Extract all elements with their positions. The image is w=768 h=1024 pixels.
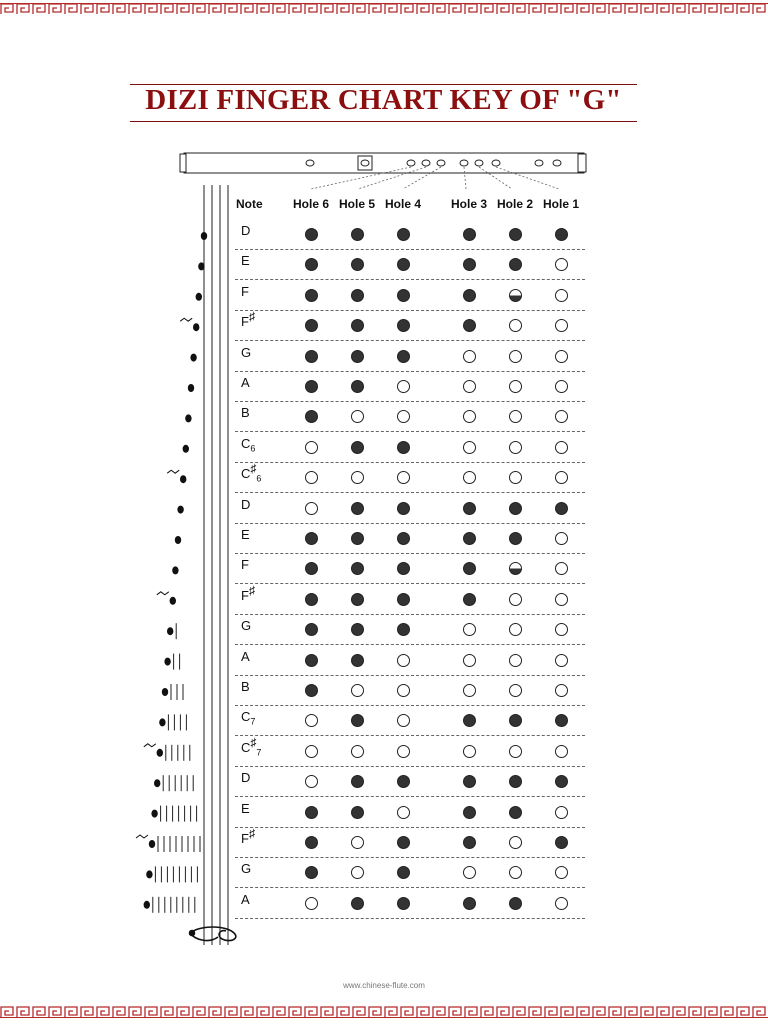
table-row xyxy=(235,857,585,888)
hole-6-closed-icon xyxy=(305,866,318,879)
hole-1-open-icon xyxy=(555,350,568,363)
table-row xyxy=(235,675,585,706)
hole-3-closed-icon xyxy=(463,319,476,332)
staff-note-icon xyxy=(185,414,191,422)
hole-5-closed-icon xyxy=(351,350,364,363)
note-letter: B xyxy=(241,679,250,694)
hole-1-closed-icon xyxy=(555,502,568,515)
table-row xyxy=(235,432,585,463)
hole-3-open-icon xyxy=(463,380,476,393)
table-row xyxy=(235,736,585,767)
hole-4-closed-icon xyxy=(397,258,410,271)
hole-4-open-icon xyxy=(397,745,410,758)
hole-1-open-icon xyxy=(555,654,568,667)
table-row xyxy=(235,401,585,432)
hole-2-closed-icon xyxy=(509,714,522,727)
note-letter: A xyxy=(241,375,250,390)
staff-note-icon xyxy=(201,232,207,240)
hole-4-closed-icon xyxy=(397,228,410,241)
hole-2-half-icon xyxy=(509,562,522,575)
hole-4-open-icon xyxy=(397,714,410,727)
staff-note-icon xyxy=(149,840,155,848)
table-row xyxy=(235,493,585,524)
hole-5-closed-icon xyxy=(351,623,364,636)
staff-note-icon xyxy=(177,506,183,514)
note-letter: C xyxy=(241,739,251,755)
note-letter: F xyxy=(241,587,249,603)
note-label xyxy=(241,345,251,360)
hole-5-icon xyxy=(422,160,430,166)
sharp-icon: ♯ xyxy=(248,583,255,598)
hole-2-open-icon xyxy=(509,836,522,849)
staff-note-icon xyxy=(172,566,178,574)
decorative-top-border xyxy=(0,3,768,15)
hole-5-closed-icon xyxy=(351,775,364,788)
hole-2-open-icon xyxy=(509,593,522,606)
hole-4-closed-icon xyxy=(397,836,410,849)
header-hole-5: Hole 5 xyxy=(339,197,376,211)
note-letter: E xyxy=(241,800,250,816)
hole-6-closed-icon xyxy=(305,654,318,667)
note-label xyxy=(241,405,250,420)
note-letter: F xyxy=(241,557,249,573)
table-row xyxy=(235,827,585,858)
hole-1-closed-icon xyxy=(555,836,568,849)
hole-1-open-icon xyxy=(555,593,568,606)
hole-6-open-icon xyxy=(305,897,318,910)
hole-1-open-icon xyxy=(555,289,568,302)
hole-2-open-icon xyxy=(509,866,522,879)
staff-note-icon xyxy=(144,901,150,909)
hole-1-open-icon xyxy=(555,410,568,423)
staff-note-icon xyxy=(198,262,204,270)
note-label xyxy=(241,892,250,907)
hole-1-open-icon xyxy=(555,319,568,332)
hole-6-open-icon xyxy=(305,775,318,788)
hole-6-closed-icon xyxy=(305,684,318,697)
hole-6-closed-icon xyxy=(305,228,318,241)
hole-2-closed-icon xyxy=(509,228,522,241)
staff-note-icon xyxy=(175,536,181,544)
staff-note-icon xyxy=(162,688,168,696)
hole-5-closed-icon xyxy=(351,289,364,302)
table-row xyxy=(235,249,585,280)
hole-2-open-icon xyxy=(509,441,522,454)
hole-3-closed-icon xyxy=(463,836,476,849)
sharp-icon: ♯ xyxy=(248,309,255,324)
hole-4-closed-icon xyxy=(397,350,410,363)
table-row xyxy=(235,310,585,341)
hole-3-closed-icon xyxy=(463,562,476,575)
hole-4-closed-icon xyxy=(397,319,410,332)
hole-4-closed-icon xyxy=(397,623,410,636)
table-row xyxy=(235,645,585,676)
note-label xyxy=(241,461,262,484)
hole-3-open-icon xyxy=(463,745,476,758)
hole-5-closed-icon xyxy=(351,562,364,575)
hole-5-open-icon xyxy=(351,866,364,879)
hole-6-closed-icon xyxy=(305,289,318,302)
hole-2-closed-icon xyxy=(509,258,522,271)
note-label xyxy=(241,309,255,330)
table-row xyxy=(235,705,585,736)
note-label xyxy=(241,679,250,694)
hole-4-closed-icon xyxy=(397,775,410,788)
hole-1-open-icon xyxy=(555,258,568,271)
hole-6-closed-icon xyxy=(305,319,318,332)
hole-4-closed-icon xyxy=(397,866,410,879)
hole-2-closed-icon xyxy=(509,502,522,515)
note-letter: E xyxy=(241,253,250,269)
hole-2-open-icon xyxy=(509,410,522,423)
hole-5-closed-icon xyxy=(351,897,364,910)
hole-6-open-icon xyxy=(305,714,318,727)
staff-note-icon xyxy=(193,323,199,331)
hole-2-open-icon xyxy=(509,623,522,636)
hole-5-closed-icon xyxy=(351,441,364,454)
header-hole-4: Hole 4 xyxy=(385,197,422,211)
note-label xyxy=(241,649,250,664)
hole-6-open-icon xyxy=(305,502,318,515)
hole-5-open-icon xyxy=(351,745,364,758)
hole-3-closed-icon xyxy=(463,593,476,606)
staff-note-icon xyxy=(151,810,157,818)
table-row xyxy=(235,219,585,250)
octave-subscript: 7 xyxy=(250,716,256,727)
hole-1-icon xyxy=(492,160,500,166)
hole-2-closed-icon xyxy=(509,775,522,788)
staff-note-icon xyxy=(180,475,186,483)
hole-1-open-icon xyxy=(555,380,568,393)
trill-mark-icon xyxy=(167,470,179,473)
hole-1-closed-icon xyxy=(555,775,568,788)
hole-2-open-icon xyxy=(509,380,522,393)
staff-note-icon xyxy=(146,870,152,878)
note-letter: C xyxy=(241,466,251,482)
hole-1-open-icon xyxy=(555,745,568,758)
hole-6-closed-icon xyxy=(305,593,318,606)
staff-note-icon xyxy=(154,779,160,787)
hole-3-closed-icon xyxy=(463,532,476,545)
hole-4-icon xyxy=(437,160,445,166)
hole-5-open-icon xyxy=(351,471,364,484)
note-label xyxy=(241,801,250,816)
hole-6-closed-icon xyxy=(305,836,318,849)
sharp-icon: ♯ xyxy=(250,735,257,750)
staff-note-icon xyxy=(159,718,165,726)
hole-5-open-icon xyxy=(351,410,364,423)
staff-note-icon xyxy=(157,749,163,757)
note-label xyxy=(241,861,251,876)
table-row xyxy=(235,280,585,311)
staff-note-icon xyxy=(190,354,196,362)
hole-6-closed-icon xyxy=(305,350,318,363)
staff-note-icon xyxy=(164,658,170,666)
hole-1-closed-icon xyxy=(555,228,568,241)
hole-5-closed-icon xyxy=(351,502,364,515)
hole-2-closed-icon xyxy=(509,806,522,819)
hole-3-open-icon xyxy=(463,410,476,423)
hole-3-open-icon xyxy=(463,471,476,484)
table-row xyxy=(235,584,585,615)
hole-6-closed-icon xyxy=(305,380,318,393)
note-letter: G xyxy=(241,344,252,360)
sharp-icon: ♯ xyxy=(248,826,255,841)
staff-note-icon xyxy=(183,445,189,453)
hole-4-closed-icon xyxy=(397,502,410,515)
hole-6-open-icon xyxy=(305,471,318,484)
hole-4-open-icon xyxy=(397,380,410,393)
hole-2-open-icon xyxy=(509,654,522,667)
hole-2-open-icon xyxy=(509,471,522,484)
table-row xyxy=(235,371,585,402)
note-letter: D xyxy=(241,223,251,238)
note-label xyxy=(241,770,250,785)
note-letter: G xyxy=(241,618,252,634)
hole-5-closed-icon xyxy=(351,593,364,606)
hole-1-open-icon xyxy=(555,806,568,819)
hole-2-open-icon xyxy=(509,319,522,332)
hole-1-open-icon xyxy=(555,532,568,545)
hole-1-open-icon xyxy=(555,623,568,636)
note-label xyxy=(241,709,255,727)
table-row xyxy=(235,766,585,797)
hole-5-closed-icon xyxy=(351,319,364,332)
hole-6-closed-icon xyxy=(305,562,318,575)
note-letter: D xyxy=(241,770,251,786)
note-letter: E xyxy=(241,527,250,542)
note-letter: F xyxy=(241,314,249,330)
hole-2-open-icon xyxy=(509,350,522,363)
trill-mark-icon xyxy=(157,592,169,595)
blow-hole-icon xyxy=(306,160,314,166)
trill-mark-icon xyxy=(144,744,156,747)
header-note: Note xyxy=(236,197,263,211)
note-label xyxy=(241,583,255,603)
hole-2-open-icon xyxy=(509,684,522,697)
hole-4-open-icon xyxy=(397,806,410,819)
note-letter: F xyxy=(241,283,249,299)
hole-5-closed-icon xyxy=(351,532,364,545)
note-label xyxy=(241,527,250,542)
hole-3-closed-icon xyxy=(463,775,476,788)
hole-4-open-icon xyxy=(397,684,410,697)
note-letter: G xyxy=(241,861,252,877)
table-row xyxy=(235,341,585,372)
table-row xyxy=(235,462,585,493)
note-letter: D xyxy=(241,496,251,512)
octave-subscript: 6 xyxy=(250,443,256,454)
page-title: DIZI FINGER CHART KEY OF "G" xyxy=(145,84,622,116)
hole-6-closed-icon xyxy=(305,532,318,545)
hole-4-closed-icon xyxy=(397,897,410,910)
hole-3-closed-icon xyxy=(463,502,476,515)
header-hole-2: Hole 2 xyxy=(497,197,534,211)
treble-clef-icon xyxy=(190,927,236,941)
note-label xyxy=(241,618,251,633)
hole-2-half-icon xyxy=(509,289,522,302)
note-label xyxy=(241,436,255,454)
note-label xyxy=(241,223,250,238)
hole-5-closed-icon xyxy=(351,380,364,393)
hole-3-closed-icon xyxy=(463,897,476,910)
hole-5-closed-icon xyxy=(351,806,364,819)
hole-2-open-icon xyxy=(509,745,522,758)
hole-1-open-icon xyxy=(555,562,568,575)
hole-5-closed-icon xyxy=(351,654,364,667)
octave-subscript: 6 xyxy=(256,473,262,484)
hole-3-open-icon xyxy=(463,866,476,879)
hole-4-closed-icon xyxy=(397,532,410,545)
hole-3-closed-icon xyxy=(463,806,476,819)
octave-subscript: 7 xyxy=(256,747,262,758)
trill-mark-icon xyxy=(180,318,192,321)
hole-2-closed-icon xyxy=(509,532,522,545)
hole-3-icon xyxy=(460,160,468,166)
hole-4-open-icon xyxy=(397,654,410,667)
note-letter: A xyxy=(241,648,250,664)
table-row xyxy=(235,888,585,919)
hole-1-closed-icon xyxy=(555,714,568,727)
hole-5-open-icon xyxy=(351,684,364,697)
table-row xyxy=(235,797,585,828)
sharp-icon: ♯ xyxy=(250,461,257,476)
hole-4-closed-icon xyxy=(397,562,410,575)
hole-6-closed-icon xyxy=(305,258,318,271)
hole-6-open-icon xyxy=(305,441,318,454)
hole-4-open-icon xyxy=(397,410,410,423)
note-letter: B xyxy=(241,405,250,421)
table-row xyxy=(235,614,585,645)
hole-4-closed-icon xyxy=(397,441,410,454)
hole-3-closed-icon xyxy=(463,714,476,727)
hole-3-open-icon xyxy=(463,623,476,636)
hole-6-icon xyxy=(407,160,415,166)
hole-4-open-icon xyxy=(397,471,410,484)
hole-3-open-icon xyxy=(463,684,476,697)
hole-5-closed-icon xyxy=(351,714,364,727)
table-row xyxy=(235,523,585,554)
hole-1-open-icon xyxy=(555,684,568,697)
hole-1-open-icon xyxy=(555,897,568,910)
hole-4-closed-icon xyxy=(397,289,410,302)
note-label xyxy=(241,826,255,846)
hole-4-closed-icon xyxy=(397,593,410,606)
hole-3-open-icon xyxy=(463,441,476,454)
hole-1-open-icon xyxy=(555,866,568,879)
header-hole-6: Hole 6 xyxy=(293,197,330,211)
hole-6-closed-icon xyxy=(305,410,318,423)
staff-note-icon xyxy=(188,384,194,392)
hole-1-open-icon xyxy=(555,471,568,484)
hole-3-closed-icon xyxy=(463,228,476,241)
header-hole-1: Hole 1 xyxy=(543,197,580,211)
note-label xyxy=(241,735,262,758)
note-letter: C xyxy=(241,435,251,451)
note-letter: C xyxy=(241,709,251,725)
footer-url[interactable]: www.chinese-flute.com xyxy=(343,981,425,990)
hole-5-closed-icon xyxy=(351,228,364,241)
hole-2-closed-icon xyxy=(509,897,522,910)
title-rule-bottom xyxy=(130,121,637,122)
header-hole-3: Hole 3 xyxy=(451,197,488,211)
staff-note-icon xyxy=(196,293,202,301)
staff-note-icon xyxy=(170,597,176,605)
hole-2-icon xyxy=(475,160,483,166)
hole-1-open-icon xyxy=(555,441,568,454)
trill-mark-icon xyxy=(136,835,148,838)
note-label xyxy=(241,253,250,268)
note-letter: F xyxy=(241,831,249,846)
hole-3-closed-icon xyxy=(463,258,476,271)
hole-3-open-icon xyxy=(463,654,476,667)
staff-note-icon xyxy=(167,627,173,635)
note-label xyxy=(241,284,249,299)
hole-3-closed-icon xyxy=(463,289,476,302)
hole-5-closed-icon xyxy=(351,258,364,271)
decorative-bottom-border xyxy=(0,1006,768,1018)
hole-6-closed-icon xyxy=(305,623,318,636)
hole-5-open-icon xyxy=(351,836,364,849)
note-label xyxy=(241,557,249,572)
note-label xyxy=(241,497,250,512)
note-label xyxy=(241,375,250,390)
table-row xyxy=(235,553,585,584)
hole-6-open-icon xyxy=(305,745,318,758)
hole-3-open-icon xyxy=(463,350,476,363)
note-letter: A xyxy=(241,891,250,907)
music-staff xyxy=(130,185,240,950)
hole-6-closed-icon xyxy=(305,806,318,819)
